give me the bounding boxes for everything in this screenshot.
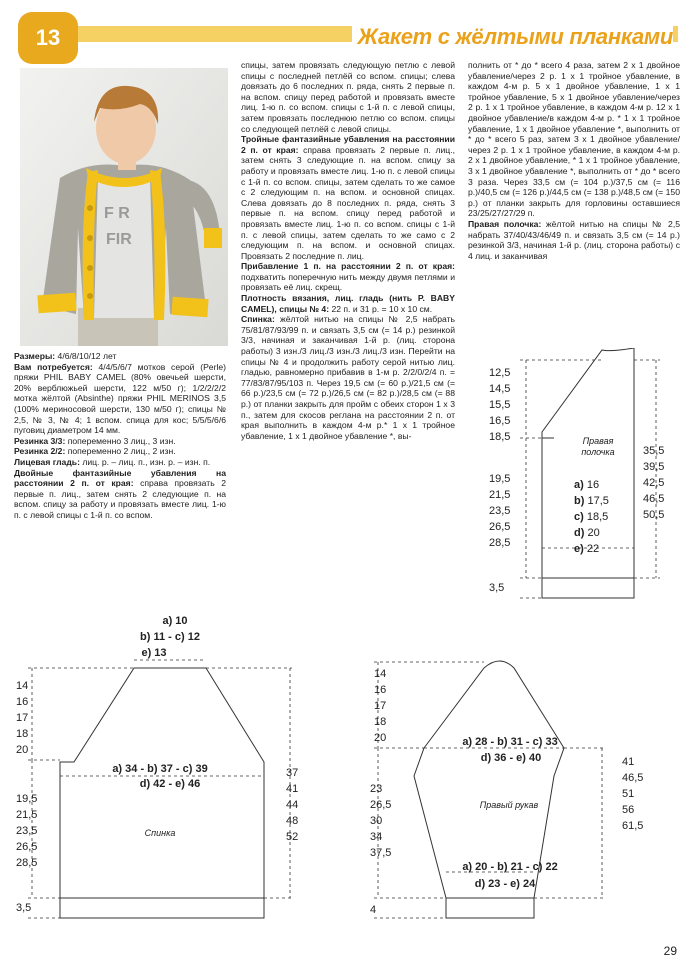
back-body-h-0: 19,5 — [16, 793, 38, 805]
increase-label: Прибавление 1 п. на расстоянии 2 п. от края: — [241, 261, 455, 272]
front-neck-h-4: 18,5 — [489, 431, 511, 443]
sleeve-cap-h-4: 20 — [374, 732, 387, 744]
sizes-label: Размеры: — [14, 351, 56, 361]
front-total-h-0: 35,5 — [643, 445, 665, 457]
sleeve-bottom-de: d) 23 - e) 24 — [474, 878, 536, 890]
stockinette-text: лиц. р. – лиц. п., изн. р. – изн. п. — [79, 456, 211, 467]
back-width-abc: a) 34 - b) 37 - c) 39 — [112, 763, 208, 775]
sleeve-top-abc: a) 28 - b) 31 - c) 33 — [462, 736, 558, 748]
rib33-label: Резинка 3/3: — [14, 435, 66, 446]
shirt-print-2: FIR — [106, 231, 132, 248]
text-column-2 — [241, 60, 455, 441]
stockinette-paragraph — [14, 457, 226, 468]
rib33-paragraph — [14, 436, 226, 447]
front-diagram-title-2: полочка — [581, 447, 615, 457]
shirt-print-1: F R — [104, 205, 130, 222]
back-total-h-0: 37 — [286, 767, 299, 779]
front-body-h-3: 26,5 — [489, 521, 511, 533]
back-total-h-3: 48 — [286, 815, 299, 827]
back-body-h-4: 28,5 — [16, 857, 38, 869]
back-body-heights — [16, 792, 37, 872]
back-text: жёлтой нитью на спицы № 2,5 набрать 75/81/87/93/99 п. и связать 3,5 см (= 14 р.) резинкой 3/3, начиная и заканчивая 1-й р. (лиц. сторона работы) 3 изн./3 лиц./3 изн./3 лиц./3 изн. Перейти на спицы № 4 и продолжить работу серой нитью лиц. гладью, равномерно прибавив в 1-м р. 2/2/0/2/4 п. = 77/83/87/95/103 п. Через 19,5 см (= 60 р.)/21,5 см (= 66 р.)/23,5 см (= 72 р.)/26,5 см (= 82 р.)/28,5 см (= 88 р.) от планки закрыть для пройм с обеих сторон 1 х 3 п., затем для скосов реглана на расстоянии 2 п. от края выполнить в каждом 4-м р.* 1 х 1 тройное убавление, 1 х 1 двойное убавление *, вы- — [241, 314, 455, 441]
sleeve-cap-h-3: 18 — [374, 716, 387, 728]
sleeve-total-h-4: 61,5 — [622, 820, 644, 832]
sleeve-cap-h-1: 16 — [374, 684, 387, 696]
front-neck-h-3: 16,5 — [489, 415, 511, 427]
front-width-0 — [574, 478, 609, 494]
back-body-h-3: 26,5 — [16, 841, 38, 853]
front-width-2 — [574, 510, 609, 526]
sleeve-body-h-0: 23 — [370, 783, 383, 795]
sleeve-cap-h-0: 14 — [374, 668, 387, 680]
front-width-key-0: a) — [574, 479, 584, 491]
sleeve-cap-h-2: 17 — [374, 700, 387, 712]
back-raglan-h-0: 14 — [16, 680, 29, 692]
gauge-text: 22 п. и 31 р. = 10 х 10 см. — [329, 303, 433, 314]
double-dec-text: справа провязать 2 первые п. лиц., затем снять 2 следующие п. на вспом. спицу за работу и провязать вместе лиц. 1-ю п. с левой спицы с 1-й п. со вспом. — [14, 478, 226, 520]
back-band-height: 3,5 — [16, 902, 32, 914]
increase-paragraph — [241, 261, 455, 293]
front-width-1 — [574, 494, 609, 510]
model-photo-illustration — [20, 68, 228, 346]
pattern-number-badge: 13 — [18, 12, 78, 64]
sleeve-total-h-1: 46,5 — [622, 772, 644, 784]
rib22-text: попеременно 2 лиц., 2 изн. — [65, 446, 176, 457]
back-raglan-heights — [16, 679, 28, 759]
front-body-h-2: 23,5 — [489, 505, 511, 517]
back-paragraph — [241, 314, 455, 441]
sleeve-total-h-3: 56 — [622, 804, 635, 816]
front-width-key-4: e) — [574, 543, 584, 555]
gauge-paragraph — [241, 293, 455, 314]
model-photo — [20, 68, 228, 346]
sleeve-body-h-4: 37,5 — [370, 847, 392, 859]
sleeve-cap-heights — [374, 667, 386, 747]
page-number: 29 — [663, 944, 677, 958]
front-diagram-title-1: Правая — [582, 436, 614, 446]
front-width-key-2: c) — [574, 511, 584, 523]
front-neck-h-0: 12,5 — [489, 367, 511, 379]
triple-dec-paragraph — [241, 134, 455, 261]
right-front-text: жёлтой нитью на спицы № 2,5 набрать 37/40/43/46/49 п. и связать 3,5 см (= 14 р.) резинкой 3/3, начиная 1-й р. (лиц. сторона работы) с 4 лиц. и заканчивая — [468, 218, 680, 261]
front-total-h-3: 46,5 — [643, 493, 665, 505]
sizes-text: 4/6/8/10/12 лет — [55, 351, 117, 361]
back-body-h-2: 23,5 — [16, 825, 38, 837]
front-width-val-1: 17,5 — [587, 495, 609, 507]
page-title: Жакет с жёлтыми планками — [352, 24, 673, 50]
back-top-bc: b) 11 - c) 12 — [140, 631, 200, 643]
continued-paragraph-3: полнить от * до * всего 4 раза, затем 2 х 1 двойное убавление/через 2 р. 1 х 1 тройное убавление, в каждом 4-м р. 5 х 1 двойное убавление, 1 х 1 тройное убавление, 5 х 1 двойное убавление/через 2 р. 1 х 1 тройное убавление, в каждом 4-м р. 12 х 1 двойное убавление/в каждом 4-м р. * 1 х 1 тройное убавление, 1 х 1 двойное убавление *, выполнить от * до * всего 5 раз, затем 3 х 1 двойное убавление/через 2 р. 1 х 1 тройное убавление, в каждом 4-м р. 2 х 1 двойное убавление, * 1 х 1 тройное убавление, 3 х 1 двойное убавление *, выполнить от * до * всего 3 раза. Через 33,5 см (= 104 р.)/37,5 см (= 116 р.)/40,5 см (= 126 р.)/44,5 см (= 138 р.)/48,5 см (= 150 р.) от планки закрыть для горловины оставшиеся 23/25/27/27/29 п. — [468, 60, 680, 219]
back-top-a: a) 10 — [162, 615, 188, 627]
back-top-e: e) 13 — [141, 647, 167, 659]
front-body-heights — [489, 472, 510, 552]
front-neck-heights — [489, 366, 510, 446]
back-raglan-h-2: 17 — [16, 712, 29, 724]
front-total-heights — [643, 444, 664, 524]
text-column-1 — [14, 351, 226, 521]
sleeve-bottom-abc: a) 20 - b) 21 - c) 22 — [462, 861, 558, 873]
materials-label: Вам потребуется: — [14, 361, 93, 372]
front-width-val-3: 20 — [587, 527, 600, 539]
rib22-label: Резинка 2/2: — [14, 446, 66, 457]
rib22-paragraph — [14, 446, 226, 457]
stockinette-label: Лицевая гладь: — [14, 456, 80, 467]
back-raglan-h-1: 16 — [16, 696, 29, 708]
front-total-h-4: 50,5 — [643, 509, 665, 521]
front-body-h-4: 28,5 — [489, 537, 511, 549]
sleeve-total-h-2: 51 — [622, 788, 635, 800]
gauge-label: Плотность вязания, лиц. гладь (нить P. BABY CAMEL), спицы № 4: — [241, 293, 455, 314]
sleeve-body-h-1: 26,5 — [370, 799, 392, 811]
text-column-3 — [468, 60, 680, 261]
materials-paragraph — [14, 362, 226, 436]
back-diagram-title: Спинка — [144, 828, 176, 838]
front-body-h-1: 21,5 — [489, 489, 511, 501]
back-total-h-1: 41 — [286, 783, 299, 795]
front-total-h-2: 42,5 — [643, 477, 665, 489]
back-body-h-1: 21,5 — [16, 809, 38, 821]
rib33-text: попеременно 3 лиц., 3 изн. — [65, 435, 176, 446]
front-total-h-1: 39,5 — [643, 461, 665, 473]
triple-dec-text: справа провязать 2 первые п. лиц., затем снять 3 следующие п. на вспом. спицу за работу и провязать вместе лиц. 1-ю п. с левой спицы с 1-й п. со вспом. спицы, затем сделать то же самое с 2 следующим п. на вспом. и основной спицах. Слева довязать до 8 последних п. ряда, снять 3 первые п. на вспом. спицу перед работой и провязать вместе лиц. 1-ю п. со вспом. спицы с 1-й п. с левой спицы, затем сделать то же само с 2 следующим п. на вспом. и основной спицах. Провязать 2 последние п. лиц. — [241, 144, 455, 261]
front-width-3 — [574, 526, 609, 542]
front-body-h-0: 19,5 — [489, 473, 511, 485]
sleeve-total-h-0: 41 — [622, 756, 635, 768]
sleeve-top-de: d) 36 - e) 40 — [480, 752, 542, 764]
front-width-val-2: 18,5 — [586, 511, 609, 523]
front-neck-h-1: 14,5 — [489, 383, 511, 395]
sleeve-body-h-2: 30 — [370, 815, 383, 827]
sleeve-body-heights — [370, 782, 391, 862]
front-width-4 — [574, 542, 609, 558]
back-total-h-4: 52 — [286, 831, 299, 843]
front-width-key-3: d) — [574, 527, 585, 539]
right-front-label: Правая полочка: — [468, 218, 542, 229]
sizes-paragraph — [14, 351, 226, 362]
double-dec-label: Двойные фантазийные убавления на расстоянии 2 п. от края: — [14, 467, 226, 489]
sleeve-body-h-3: 34 — [370, 831, 383, 843]
front-width-key-1: b) — [574, 495, 585, 507]
front-widths — [574, 478, 609, 558]
sleeve-band-height: 4 — [370, 904, 377, 916]
back-label: Спинка: — [241, 314, 275, 325]
triple-dec-label: Тройные фантазийные убавления на расстоянии 2 п. от края: — [241, 134, 455, 155]
front-band-height: 3,5 — [489, 582, 505, 594]
sleeve-total-heights — [622, 755, 643, 835]
back-raglan-h-4: 20 — [16, 744, 29, 756]
front-width-val-4: 22 — [586, 543, 600, 555]
front-width-val-0: 16 — [586, 479, 600, 491]
back-total-h-2: 44 — [286, 799, 299, 811]
back-width-de: d) 42 - e) 46 — [139, 778, 201, 790]
continued-paragraph: спицы, затем провязать следующую петлю с левой спицы с последней петлёй со вспом. спицы; слева довязать до 6 последних п. ряда, снять 2 первые п. на вспом. спицу перед работой и провязать вместе лиц. 1-ю п. со вспом. спицы с 1-й п. с левой спицы, затем провязать последнюю петлю со вспом. спицы со следующей петлёй с левой спицы. — [241, 60, 455, 134]
increase-text: подхватить поперечную нить между двумя петлями и провязать её лиц. скрещ. — [241, 271, 455, 293]
right-front-paragraph — [468, 219, 680, 261]
back-raglan-h-3: 18 — [16, 728, 29, 740]
sleeve-diagram-title: Правый рукав — [479, 800, 539, 810]
front-neck-h-2: 15,5 — [489, 399, 511, 411]
back-total-heights — [286, 766, 298, 846]
materials-text: 4/4/5/6/7 мотков серой (Perle) пряжи PHIL BABY CAMEL (80% овечьей шерсти, 20% верблюжьей шерсти, 122 м/50 г); 1/2/2/2/2 мотка жёлтой (Absinthe) пряжи PHIL MERINOS 3,5 (100% мериносовой шерсти, 130 м/50 г); спицы № 2,5, № 3, № 4; 1 вспом. спица для кос; 5/5/5/6/6 пуговиц диаметром 14 мм. — [14, 361, 226, 436]
double-dec-paragraph — [14, 468, 226, 521]
